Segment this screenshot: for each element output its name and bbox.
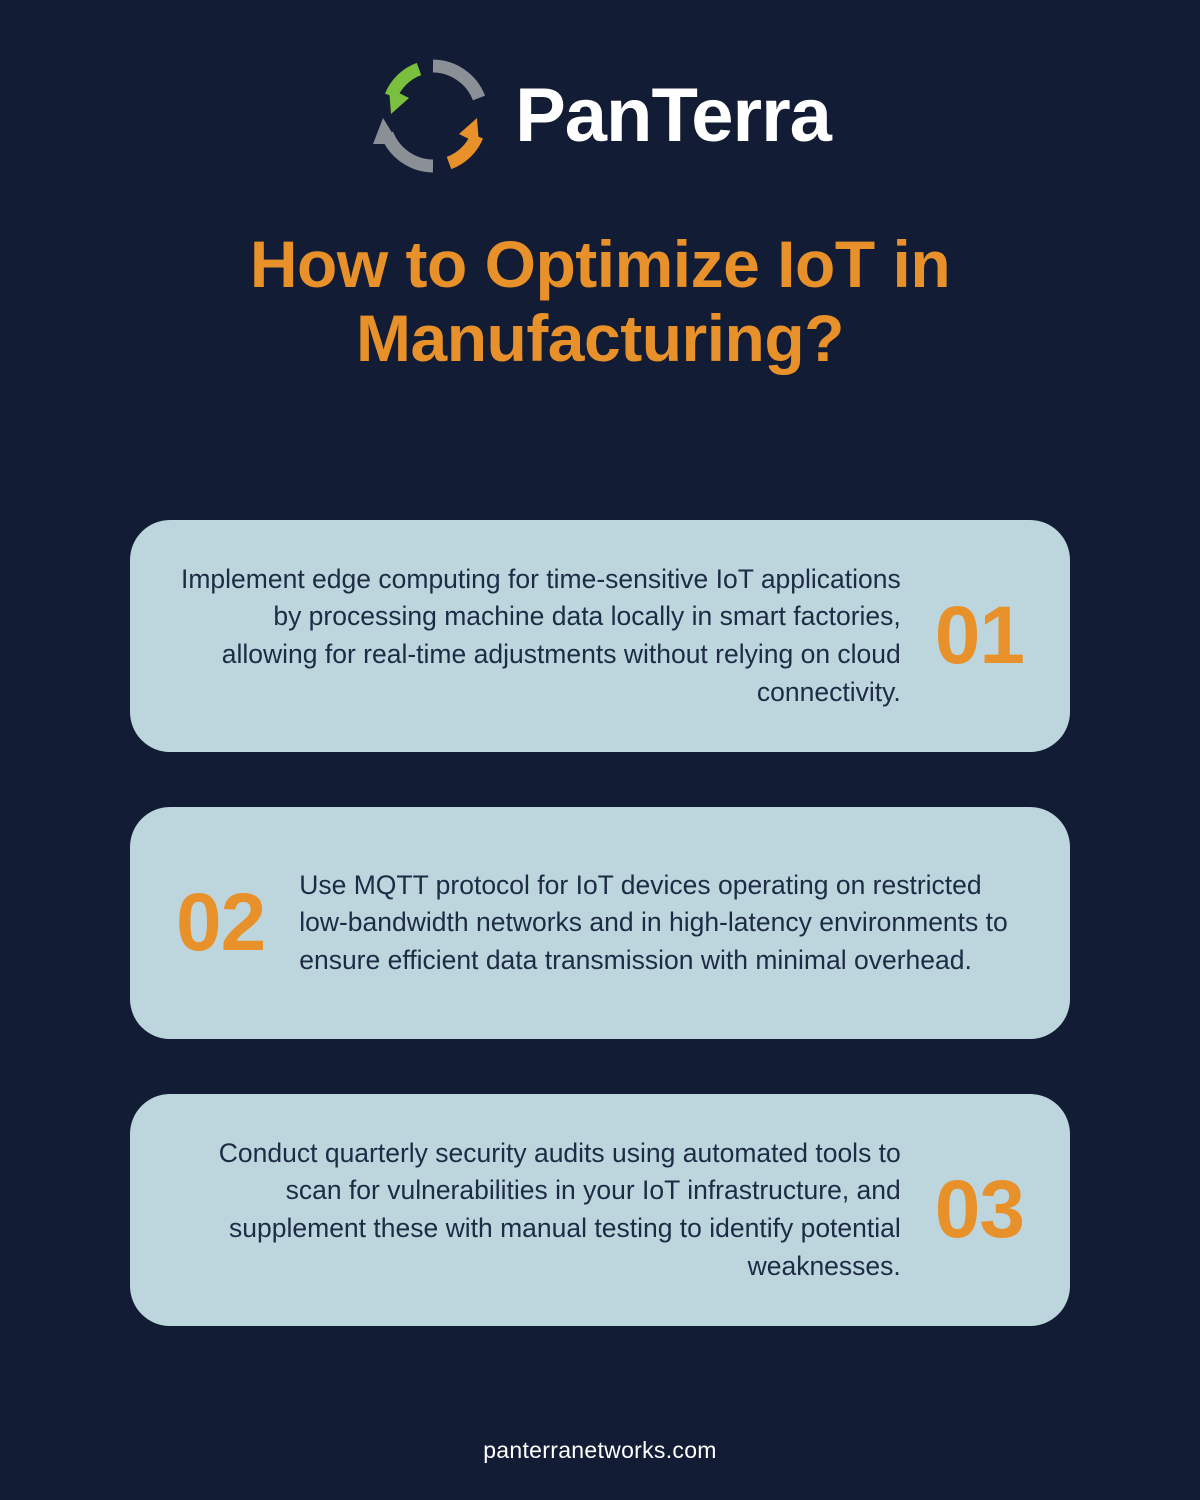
tip-card-02: [130, 807, 1070, 1039]
tip-card-03: [130, 1094, 1070, 1326]
tip-number: 03: [934, 1164, 1024, 1255]
tip-text: Conduct quarterly security audits using automated tools to scan for vulnerabilities in your IoT infrastructure, and supplement these with manual testing to identify potential weaknesses.: [218, 1137, 901, 1281]
tip-card-01: [130, 520, 1070, 752]
circular-arrows-logo-icon: [369, 52, 497, 180]
page-title: How to Optimize IoT in Manufacturing?: [249, 227, 951, 375]
tip-text: Use MQTT protocol for IoT devices operating on restricted low-bandwidth networks and in high-latency environments to ensure efficient data transmission with minimal overhead.: [299, 869, 1008, 975]
footer-website[interactable]: panterranetworks.com: [483, 1437, 717, 1463]
tips-list: [0, 520, 1200, 1326]
brand-name: PanTerra: [515, 73, 831, 158]
tip-number: 02: [176, 877, 266, 968]
tip-text: Implement edge computing for time-sensitive IoT applications by processing machine data locally in smart factories, allowing for real-time adjustments without relying on cloud connectivity.: [180, 563, 901, 707]
brand-logo: [0, 0, 1200, 180]
tip-number: 01: [934, 590, 1024, 681]
